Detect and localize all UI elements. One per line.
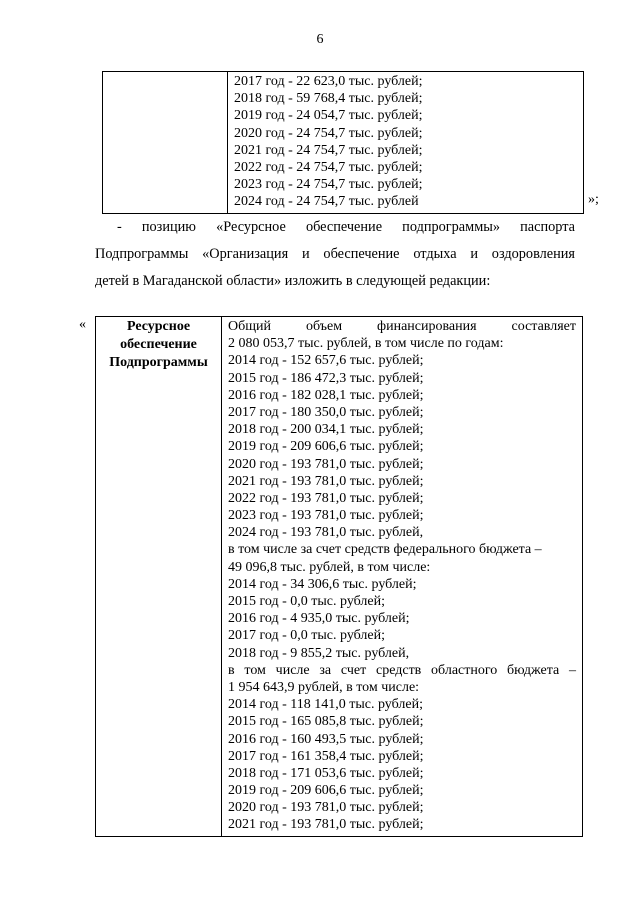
financing-line: 2014 год - 118 141,0 тыс. рублей;: [228, 697, 423, 713]
financing-line: 2021 год - 193 781,0 тыс. рублей;: [228, 817, 424, 833]
financing-line: 2016 год - 182 028,1 тыс. рублей;: [228, 387, 424, 403]
financing-line: 2024 год - 193 781,0 тыс. рублей,: [228, 525, 424, 541]
financing-line: 2020 год - 193 781,0 тыс. рублей;: [228, 800, 424, 816]
amount-line: 2017 год - 22 623,0 тыс. рублей;: [234, 74, 423, 89]
paragraph-line: - позицию «Ресурсное обеспечение подпрограммы» паспорта: [117, 219, 575, 235]
label-cell: [96, 317, 222, 837]
financing-line: 2015 год - 186 472,3 тыс. рублей;: [228, 370, 424, 386]
financing-line: 2022 год - 193 781,0 тыс. рублей;: [228, 490, 424, 506]
financing-line: 2019 год - 209 606,6 тыс. рублей;: [228, 439, 424, 455]
amount-line: 2023 год - 24 754,7 тыс. рублей;: [234, 177, 423, 193]
financing-line: 2015 год - 165 085,8 тыс. рублей;: [228, 714, 424, 730]
financing-line: 2019 год - 209 606,6 тыс. рублей;: [228, 783, 424, 799]
amount-line: 2024 год - 24 754,7 тыс. рублей: [234, 194, 419, 210]
resource-table: [95, 316, 583, 837]
financing-line: 2023 год - 193 781,0 тыс. рублей;: [228, 508, 424, 524]
amount-line: 2019 год - 24 054,7 тыс. рублей;: [234, 108, 423, 124]
paragraph-line: Подпрограммы «Организация и обеспечение отдыха и оздоровления: [95, 246, 575, 262]
financing-line: 49 096,8 тыс. рублей, в том числе:: [228, 559, 431, 575]
financing-line: 1 954 643,9 рублей, в том числе:: [228, 679, 420, 695]
financing-line: 2016 год - 4 935,0 тыс. рублей;: [228, 611, 410, 627]
financing-line: в том числе за счет средств областного бюджета –: [228, 662, 576, 678]
financing-line: 2020 год - 193 781,0 тыс. рублей;: [228, 456, 424, 472]
financing-line: 2014 год - 34 306,6 тыс. рублей;: [228, 576, 417, 592]
financing-line: 2 080 053,7 тыс. рублей, в том числе по годам:: [228, 336, 504, 352]
amounts-cell: [228, 72, 584, 214]
financing-line: 2016 год - 160 493,5 тыс. рублей;: [228, 731, 424, 747]
financing-line: 2017 год - 161 358,4 тыс. рублей;: [228, 748, 424, 764]
financing-line: 2018 год - 171 053,6 тыс. рублей;: [228, 765, 424, 781]
label-line: Подпрограммы: [109, 355, 208, 371]
financing-line: 2018 год - 200 034,1 тыс. рублей;: [228, 422, 424, 438]
label-line: обеспечение: [120, 337, 197, 353]
financing-line: Общий объем финансирования составляет: [228, 319, 576, 334]
paragraph-line: детей в Магаданской области» изложить в следующей редакции:: [95, 273, 491, 289]
financing-line: 2017 год - 0,0 тыс. рублей;: [228, 628, 386, 644]
empty-label-cell: [103, 72, 228, 214]
opening-quote: «: [79, 317, 86, 332]
amount-line: 2021 год - 24 754,7 тыс. рублей;: [234, 142, 423, 158]
financing-line: 2018 год - 9 855,2 тыс. рублей,: [228, 645, 410, 661]
amount-line: 2020 год - 24 754,7 тыс. рублей;: [234, 125, 423, 141]
financing-line: 2015 год - 0,0 тыс. рублей;: [228, 594, 386, 609]
continued-resource-table: [102, 71, 584, 214]
closing-quote: »;: [588, 192, 599, 207]
financing-cell: [222, 317, 583, 837]
page-number: 6: [316, 32, 324, 47]
table-row: [96, 317, 583, 837]
amount-line: 2022 год - 24 754,7 тыс. рублей;: [234, 159, 423, 175]
financing-line: 2017 год - 180 350,0 тыс. рублей;: [228, 404, 424, 420]
table-row: [103, 72, 584, 214]
financing-line: 2021 год - 193 781,0 тыс. рублей;: [228, 473, 424, 489]
label-line: Ресурсное: [126, 319, 191, 334]
amount-line: 2018 год - 59 768,4 тыс. рублей;: [234, 91, 423, 107]
financing-line: 2014 год - 152 657,6 тыс. рублей;: [228, 353, 424, 369]
financing-line: в том числе за счет средств федерального бюджета –: [228, 542, 542, 558]
